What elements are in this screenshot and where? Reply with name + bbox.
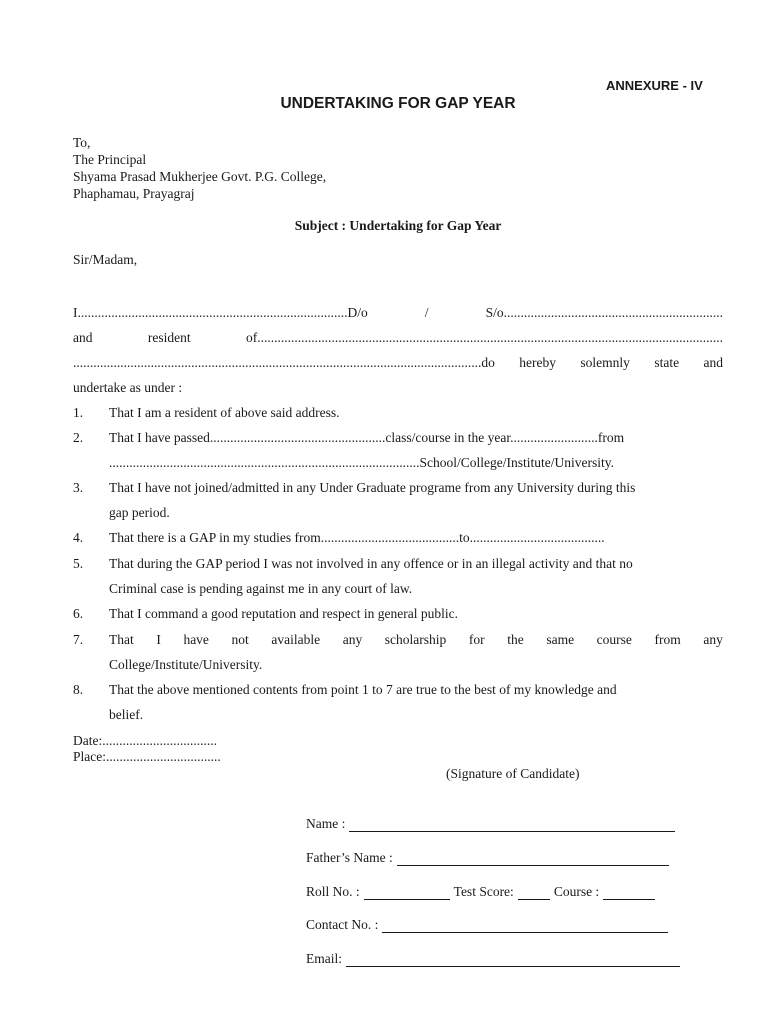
declaration-word: hereby (519, 355, 557, 370)
roll-no-label: Roll No. : (306, 884, 360, 899)
address-line-principal: The Principal (73, 152, 147, 167)
name-row (306, 816, 675, 832)
point-word: any (342, 632, 363, 647)
roll-score-course-row (306, 884, 655, 900)
declaration-word: and (703, 355, 723, 370)
point-text: That there is a GAP in my studies from.........................................to........................................ (109, 530, 605, 545)
point-number: 4. (73, 530, 84, 545)
email-label: Email: (306, 951, 342, 966)
declaration-line-1 (73, 305, 723, 321)
page-title: UNDERTAKING FOR GAP YEAR (280, 95, 516, 112)
point-text: That I have passed....................................................class/course in the year..........................from (109, 430, 625, 445)
point-word: available (271, 632, 321, 647)
course-label: Course : (553, 884, 600, 899)
point-number: 1. (73, 405, 84, 420)
course-blank[interactable] (603, 885, 655, 900)
point-text-cont: Criminal case is pending against me in any court of law. (109, 581, 413, 596)
annexure-label: ANNEXURE - IV (606, 78, 703, 93)
date-field[interactable]: Date:.................................. (73, 733, 217, 748)
test-score-blank[interactable] (518, 885, 550, 900)
declaration-line-3 (73, 355, 723, 371)
signature-caption: (Signature of Candidate) (446, 766, 580, 781)
point-word: not (231, 632, 249, 647)
point-number: 7. (73, 632, 84, 647)
point-number: 2. (73, 430, 84, 445)
declaration-word: S/o................................................................. (485, 305, 723, 320)
declaration-word: of.......................................................................................................................................... (246, 330, 723, 345)
salutation: Sir/Madam, (73, 252, 138, 267)
declaration-word: I................................................................................D/o (73, 305, 368, 320)
subject-line: Subject : Undertaking for Gap Year (294, 218, 502, 233)
place-field[interactable]: Place:.................................. (73, 749, 221, 764)
roll-no-blank[interactable] (364, 885, 450, 900)
point-word: That (109, 632, 134, 647)
address-line-college: Shyama Prasad Mukherjee Govt. P.G. College, (73, 169, 327, 184)
address-block (73, 134, 326, 202)
point-word: for (468, 632, 485, 647)
point-number: 3. (73, 480, 84, 495)
point-word: the (507, 632, 524, 647)
point-word: have (183, 632, 209, 647)
point-number: 8. (73, 682, 84, 697)
declaration-line-4: undertake as under : (73, 380, 183, 395)
address-line-city: Phaphamau, Prayagraj (73, 186, 195, 201)
declaration-line-2 (73, 330, 723, 346)
point-word: I (156, 632, 161, 647)
email-row (306, 951, 680, 967)
point-word: course (596, 632, 632, 647)
point-text-cont: College/Institute/University. (109, 657, 263, 672)
contact-label: Contact No. : (306, 917, 379, 932)
point-text: That I am a resident of above said address. (109, 405, 340, 420)
declaration-word: / (424, 305, 429, 320)
declaration-word: and (73, 330, 93, 345)
point-text: That during the GAP period I was not involved in any offence or in an illegal activity and that no (109, 556, 633, 571)
address-to: To, (73, 135, 91, 150)
point-word: from (654, 632, 681, 647)
father-name-label: Father’s Name : (306, 850, 393, 865)
point-text (109, 632, 723, 648)
point-text: That I have not joined/admitted in any Under Graduate programe from any University during this (109, 480, 636, 495)
point-word: scholarship (384, 632, 447, 647)
declaration-word: solemnly (580, 355, 630, 370)
father-name-blank[interactable] (397, 851, 669, 866)
father-name-row (306, 850, 669, 866)
point-number: 5. (73, 556, 84, 571)
contact-blank[interactable] (382, 918, 668, 933)
point-word: same (546, 632, 575, 647)
point-text-cont: gap period. (109, 505, 170, 520)
test-score-label: Test Score: (453, 884, 514, 899)
declaration-word: state (654, 355, 680, 370)
point-text-cont: ............................................................................................School/College/Institute/University. (109, 455, 614, 470)
name-blank[interactable] (349, 817, 675, 832)
point-text: That the above mentioned contents from point 1 to 7 are true to the best of my knowledge and (109, 682, 617, 697)
email-blank[interactable] (346, 952, 680, 967)
declaration-word: resident (147, 330, 191, 345)
point-number: 6. (73, 606, 84, 621)
name-label: Name : (306, 816, 346, 831)
point-word: any (703, 632, 723, 647)
point-text-cont: belief. (109, 707, 144, 722)
declaration-word: .........................................................................................................................do (73, 355, 495, 370)
contact-row (306, 917, 668, 933)
point-text: That I command a good reputation and respect in general public. (109, 606, 459, 621)
